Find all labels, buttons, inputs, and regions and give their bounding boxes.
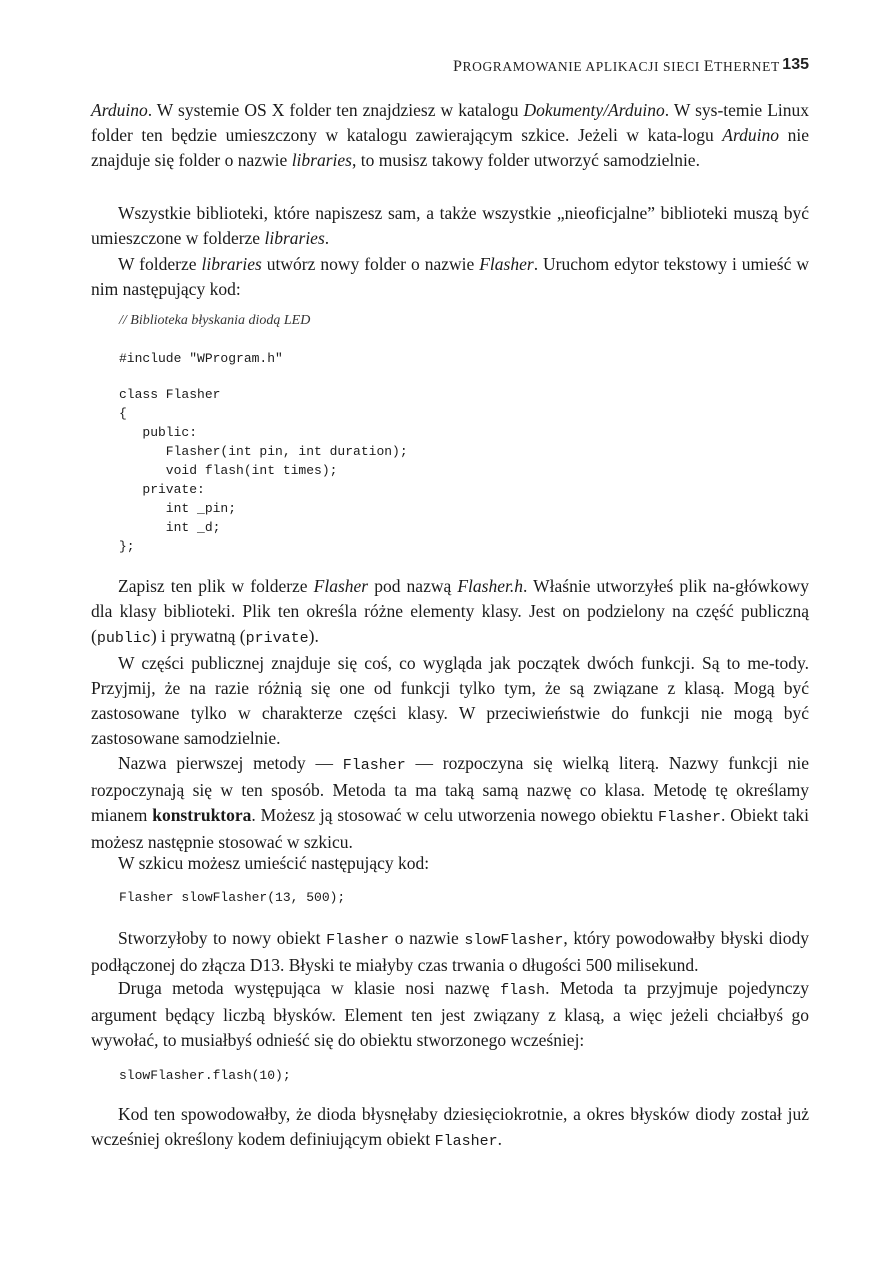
paragraph-6 xyxy=(91,751,809,855)
text-run: . W systemie OS X folder ten znajdziesz w katalogu xyxy=(147,100,524,120)
text-run: pod nazwą xyxy=(368,576,458,596)
text-run: W szkicu możesz umieścić następujący kod: xyxy=(118,853,430,873)
text-run: Kod ten spowodowałby, że dioda błysnęłaby dziesięciokrotnie, a okres błysków diody został już wcześniej określony kodem definiującym obiekt xyxy=(91,1104,809,1149)
text-run: W folderze xyxy=(118,254,202,274)
text-run: Zapisz ten plik w folderze xyxy=(118,576,314,596)
text-run: W części publicznej znajduje się coś, co wygląda jak początek dwóch funkcji. Są to me-tody. Przyjmij, że na razie różnią się one od funkcji tylko tym, że są związane z klasą. Mogą być zastosowane tylko w charakterze części klasy. W przeciwieństwie do funkcji nie mogą być zastosowane samodzielnie. xyxy=(91,653,809,748)
text-run: Druga metoda występująca w klasie nosi nazwę xyxy=(118,978,501,998)
code-snippet-constructor: Flasher slowFlasher(13, 500); xyxy=(119,890,346,905)
italic-term: Arduino xyxy=(722,125,780,145)
text-run: Nazwa pierwszej metody — xyxy=(118,753,343,773)
paragraph-7 xyxy=(91,851,809,876)
italic-term: libraries xyxy=(264,228,325,248)
code-comment: // Biblioteka błyskania diodą LED xyxy=(119,313,311,328)
paragraph-8 xyxy=(91,926,809,978)
bold-term: konstruktora xyxy=(152,805,252,825)
text-run: o nazwie xyxy=(389,928,465,948)
code-term: Flasher xyxy=(434,1133,498,1150)
text-run: Stworzyłoby to nowy obiekt xyxy=(118,928,327,948)
running-header-title: PROGRAMOWANIE APLIKACJI SIECI ETHERNET xyxy=(453,58,780,75)
code-line: class Flasher xyxy=(119,387,221,402)
code-line: }; xyxy=(119,539,135,554)
text-run: Wszystkie biblioteki, które napiszesz sam, a także wszystkie „nieoficjalne” biblioteki muszą być umieszczone w folderze xyxy=(91,203,809,248)
page-number: 135 xyxy=(782,56,809,73)
italic-term: Flasher xyxy=(479,254,534,274)
text-run: . Uruchom edytor tekstowy i umieść w nim następujący kod: xyxy=(91,254,809,299)
code-line: public: xyxy=(119,425,198,440)
text-run: , to musisz takowy folder utworzyć samodzielnie. xyxy=(351,150,700,170)
code-line: int _pin; xyxy=(119,501,237,516)
italic-term: Arduino xyxy=(91,100,148,120)
text-run: . xyxy=(324,228,330,248)
paragraph-9 xyxy=(91,976,809,1053)
paragraph-3 xyxy=(91,252,809,302)
text-run: ). xyxy=(308,626,319,646)
text-run: — rozpoczyna się wielką literą. Nazwy funkcji nie rozpoczynają się w ten sposób. Metoda ta ma taką samą nazwę co klasa. Metodę tę określamy mianem xyxy=(91,753,809,825)
text-run: . xyxy=(497,1129,502,1149)
code-term: public xyxy=(96,630,151,647)
italic-term: Dokumenty/Arduino xyxy=(523,100,665,120)
code-line xyxy=(119,368,408,385)
text-run: . Obiekt taki możesz następnie stosować w szkicu. xyxy=(91,805,809,852)
text-run: . Możesz ją stosować w celu utworzenia nowego obiektu xyxy=(251,805,659,825)
code-block-header-file xyxy=(119,349,408,556)
text-run: ) i prywatną ( xyxy=(150,626,246,646)
paragraph-5 xyxy=(91,651,809,751)
code-term: Flasher xyxy=(658,809,722,826)
text-run: utwórz nowy folder o nazwie xyxy=(261,254,480,274)
code-term: flash xyxy=(500,982,546,999)
text-run: . W sys-temie Linux folder ten będzie umieszczony w katalogu zawierającym szkice. Jeżeli w kata-logu xyxy=(91,100,809,145)
italic-term: Flasher xyxy=(313,576,369,596)
text-run: nie znajduje się folder o nazwie xyxy=(91,125,809,170)
paragraph-2 xyxy=(91,201,809,251)
code-line: Flasher(int pin, int duration); xyxy=(119,444,408,459)
paragraph-10 xyxy=(91,1102,809,1154)
italic-term: Flasher.h xyxy=(457,576,523,596)
code-line: { xyxy=(119,406,127,421)
italic-term: libraries xyxy=(291,150,352,170)
paragraph-4 xyxy=(91,574,809,651)
text-run: . Metoda ta przyjmuje pojedynczy argument będący liczbą błysków. Element ten jest związany z klasą, a więc jeżeli chciałbyś go wywołać, to musiałbyś odnieść się do obiektu stworzonego wcześniej: xyxy=(91,978,809,1050)
code-line: private: xyxy=(119,482,205,497)
code-term: private xyxy=(245,630,309,647)
running-header xyxy=(453,56,809,80)
code-line: int _d; xyxy=(119,520,221,535)
italic-term: libraries xyxy=(201,254,262,274)
code-line: void flash(int times); xyxy=(119,463,338,478)
code-snippet-flash-call: slowFlasher.flash(10); xyxy=(119,1068,291,1083)
code-term: Flasher xyxy=(342,757,406,774)
code-term: slowFlasher xyxy=(464,932,564,949)
text-run: , który powodowałby błyski diody podłączonej do złącza D13. Błyski te miałyby czas trwania o długości 500 milisekund. xyxy=(91,928,809,975)
code-term: Flasher xyxy=(326,932,390,949)
paragraph-1 xyxy=(91,98,809,173)
code-line: #include "WProgram.h" xyxy=(119,351,283,366)
text-run: . Właśnie utworzyłeś plik na-główkowy dla klasy biblioteki. Plik ten określa różne elementy klasy. Jest on podzielony na część publiczną ( xyxy=(91,576,809,646)
